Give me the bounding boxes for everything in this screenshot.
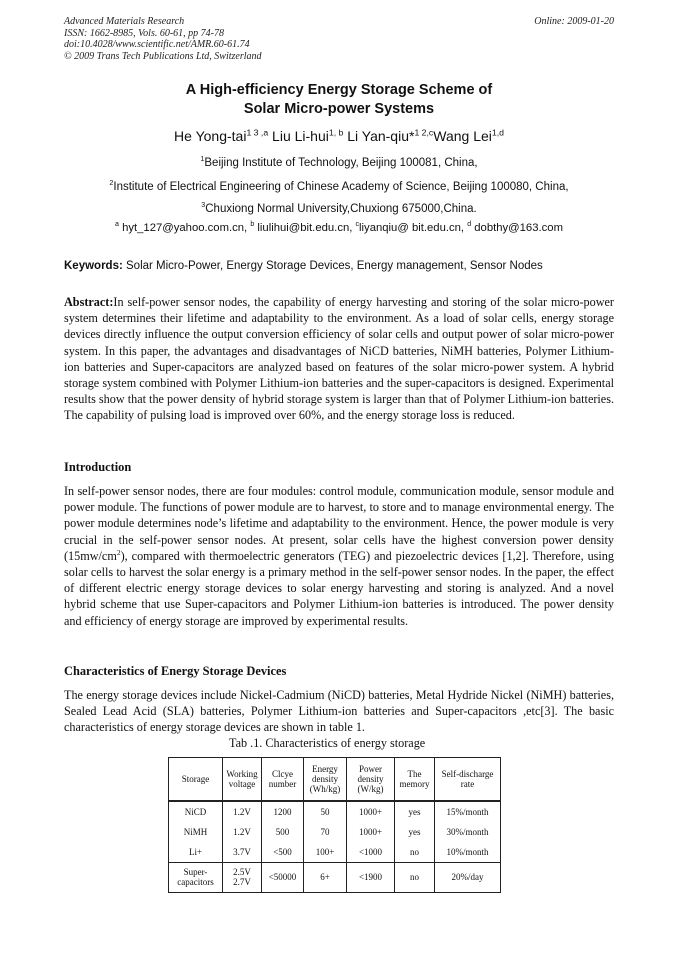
table-cell: <1000 — [347, 842, 395, 862]
issn-line: ISSN: 1662-8985, Vols. 60-61, pp 74-78 — [64, 27, 224, 39]
table-cell: no — [395, 862, 435, 892]
doi-line: doi:10.4028/www.scientific.net/AMR.60-61.74 — [64, 39, 250, 50]
table-cell: 20%/day — [435, 862, 501, 892]
affiliation-2: $^2$Institute of Electrical Engineering of Chinese Academy of Science, Beijing 100080, China, — [109, 179, 569, 193]
abstract-label: Abstract: — [64, 295, 114, 309]
table-cell: NiMH — [169, 822, 223, 842]
table-cell: NiCD — [169, 801, 223, 822]
storage-table — [168, 757, 501, 893]
table-cell: 3.7V — [223, 842, 262, 862]
table-cell: 50 — [304, 801, 347, 822]
table-cell: <50000 — [262, 862, 304, 892]
title-line-1: A High-efficiency Energy Storage Scheme of — [185, 82, 493, 98]
characteristics-heading: Characteristics of Energy Storage Devices — [64, 664, 287, 678]
online-date: Online: 2009-01-20 — [534, 16, 614, 27]
abstract-text: In self-power sensor nodes, the capability of energy harvesting and storing of the solar micro-power system determines their lifetime and adaptability to the environment. As a load of solar cells, energy storage devices directly influence the output conversion efficiency of solar cells and output power of solar micro-power system. In this paper, the advantages and disadvantages of NiCD batteries, NiMH batteries, Polymer Lithium-ion batteries and Super-capacitors are analyzed based on features of the solar micro-power system. A hybrid storage system combined with Polymer Lithium-ion batteries and the super-capacitors is designed. Experimental results show that the power density of hybrid storage system is larger than that of Polymer Lithium-ion batteries. The capability of pulsing load is improved over 60%, and the energy storage loss is reduced. — [64, 295, 614, 423]
email: hyt_127@yahoo.com.cn, — [122, 222, 248, 234]
table-cell: <500 — [262, 842, 304, 862]
table-cell: 30%/month — [435, 822, 501, 842]
email: liyanqiu@ bit.edu.cn, — [359, 222, 465, 234]
table-header-row — [169, 758, 501, 802]
journal-header — [64, 16, 262, 62]
author-name: Li Yan-qiu* — [347, 128, 415, 144]
author-list — [0, 128, 678, 144]
intro-heading: Introduction — [64, 460, 132, 474]
table-cell: 15%/month — [435, 801, 501, 822]
table-cell: 10%/month — [435, 842, 501, 862]
author-sup: 1,d — [491, 127, 504, 138]
table-row — [169, 822, 501, 842]
table-cell: Super-capacitors — [169, 862, 223, 892]
keywords-label: Keywords: — [64, 260, 123, 272]
table-cell: <1900 — [347, 862, 395, 892]
email-list: $^a$ hyt_127@yahoo.com.cn, $^b$ liulihui@bit.edu.cn, $^c$liyanqiu@ bit.edu.cn, $^d$ dobthy@163.com — [115, 221, 563, 234]
table-header-cell: Self-discharge rate — [435, 758, 501, 802]
table-header-cell: Energy density (Wh/kg) — [304, 758, 347, 802]
table-cell: Li+ — [169, 842, 223, 862]
table-row — [169, 862, 501, 892]
table-cell: yes — [395, 801, 435, 822]
table-header-cell: Storage — [169, 758, 223, 802]
table-cell: 500 — [262, 822, 304, 842]
intro-paragraph: In self-power sensor nodes, there are four modules: control module, communication module, sensor module and power module. The functions of power module are to harvest, to store and to manage environmental energy. The power module determines node’s lifetime and adaptability to the environment. Hence, the power module is very crucial in the self-power sensor nodes. At present, solar cells have the highest conversion power density $(15mw/cm^2)$, compared with thermoelectric generators (TEG) and piezoelectric devices [1,2]. Therefore, using solar cells to harvest the solar energy is a primary method in the self-power sensor nodes. In the paper, the effect of different electric energy storage devices to solar energy harvesting and storing is analyzed. And a novel hybrid scheme that use Super-capacitors and Polymer Lithium-ion batteries is introduced. The power density and efficiency of energy storage are improved by experimental results. — [64, 484, 614, 628]
author-name: Wang Lei — [433, 128, 492, 144]
table-caption: Tab .1. Characteristics of energy storage — [229, 736, 426, 750]
characteristics-paragraph: The energy storage devices include Nickel-Cadmium (NiCD) batteries, Metal Hydride Nickel (NiMH) batteries, Sealed Lead Acid (SLA) batteries, Polymer Lithium-ion batteries and Super-capacitors ,etc[3]. The basic characteristics of energy storage devices are shown in table 1. — [64, 688, 614, 735]
table-cell: 6+ — [304, 862, 347, 892]
journal-name: Advanced Materials Research — [64, 16, 185, 27]
table-cell: 1000+ — [347, 801, 395, 822]
author-name: He Yong-tai — [174, 128, 247, 144]
paper-title — [0, 81, 678, 119]
table-cell: no — [395, 842, 435, 862]
title-line-2: Solar Micro-power Systems — [243, 101, 435, 117]
author-sup: 1 3 ,a — [246, 127, 269, 138]
table-cell: 1200 — [262, 801, 304, 822]
table-row — [169, 801, 501, 822]
keywords-text: Solar Micro-Power, Energy Storage Devices, Energy management, Sensor Nodes — [126, 260, 543, 272]
author-name: Liu Li-hui — [272, 128, 329, 144]
table-cell: 2.5V 2.7V — [223, 862, 262, 892]
table-cell: 70 — [304, 822, 347, 842]
abstract — [64, 294, 614, 424]
author-sup: 1, b — [328, 127, 344, 138]
table-header-cell: Working voltage — [223, 758, 262, 802]
table-header-cell: Clcye number — [262, 758, 304, 802]
author-sup: 1 2,c — [414, 127, 434, 138]
table-row — [169, 842, 501, 862]
table-cell: yes — [395, 822, 435, 842]
email: dobthy@163.com — [474, 222, 563, 234]
keywords-line — [64, 260, 624, 272]
affiliation-3: $^3$Chuxiong Normal University,Chuxiong 675000,China. — [201, 201, 477, 215]
table-cell: 1.2V — [223, 822, 262, 842]
email: liulihui@bit.edu.cn, — [257, 222, 353, 234]
table-cell: 1000+ — [347, 822, 395, 842]
table-header-cell: The memory — [395, 758, 435, 802]
affiliation-1: $^1$Beijing Institute of Technology, Beijing 100081, China, — [200, 155, 478, 169]
table-cell: 1.2V — [223, 801, 262, 822]
copyright-line: © 2009 Trans Tech Publications Ltd, Switzerland — [64, 50, 262, 62]
table-cell: 100+ — [304, 842, 347, 862]
table-header-cell: Power density (W/kg) — [347, 758, 395, 802]
